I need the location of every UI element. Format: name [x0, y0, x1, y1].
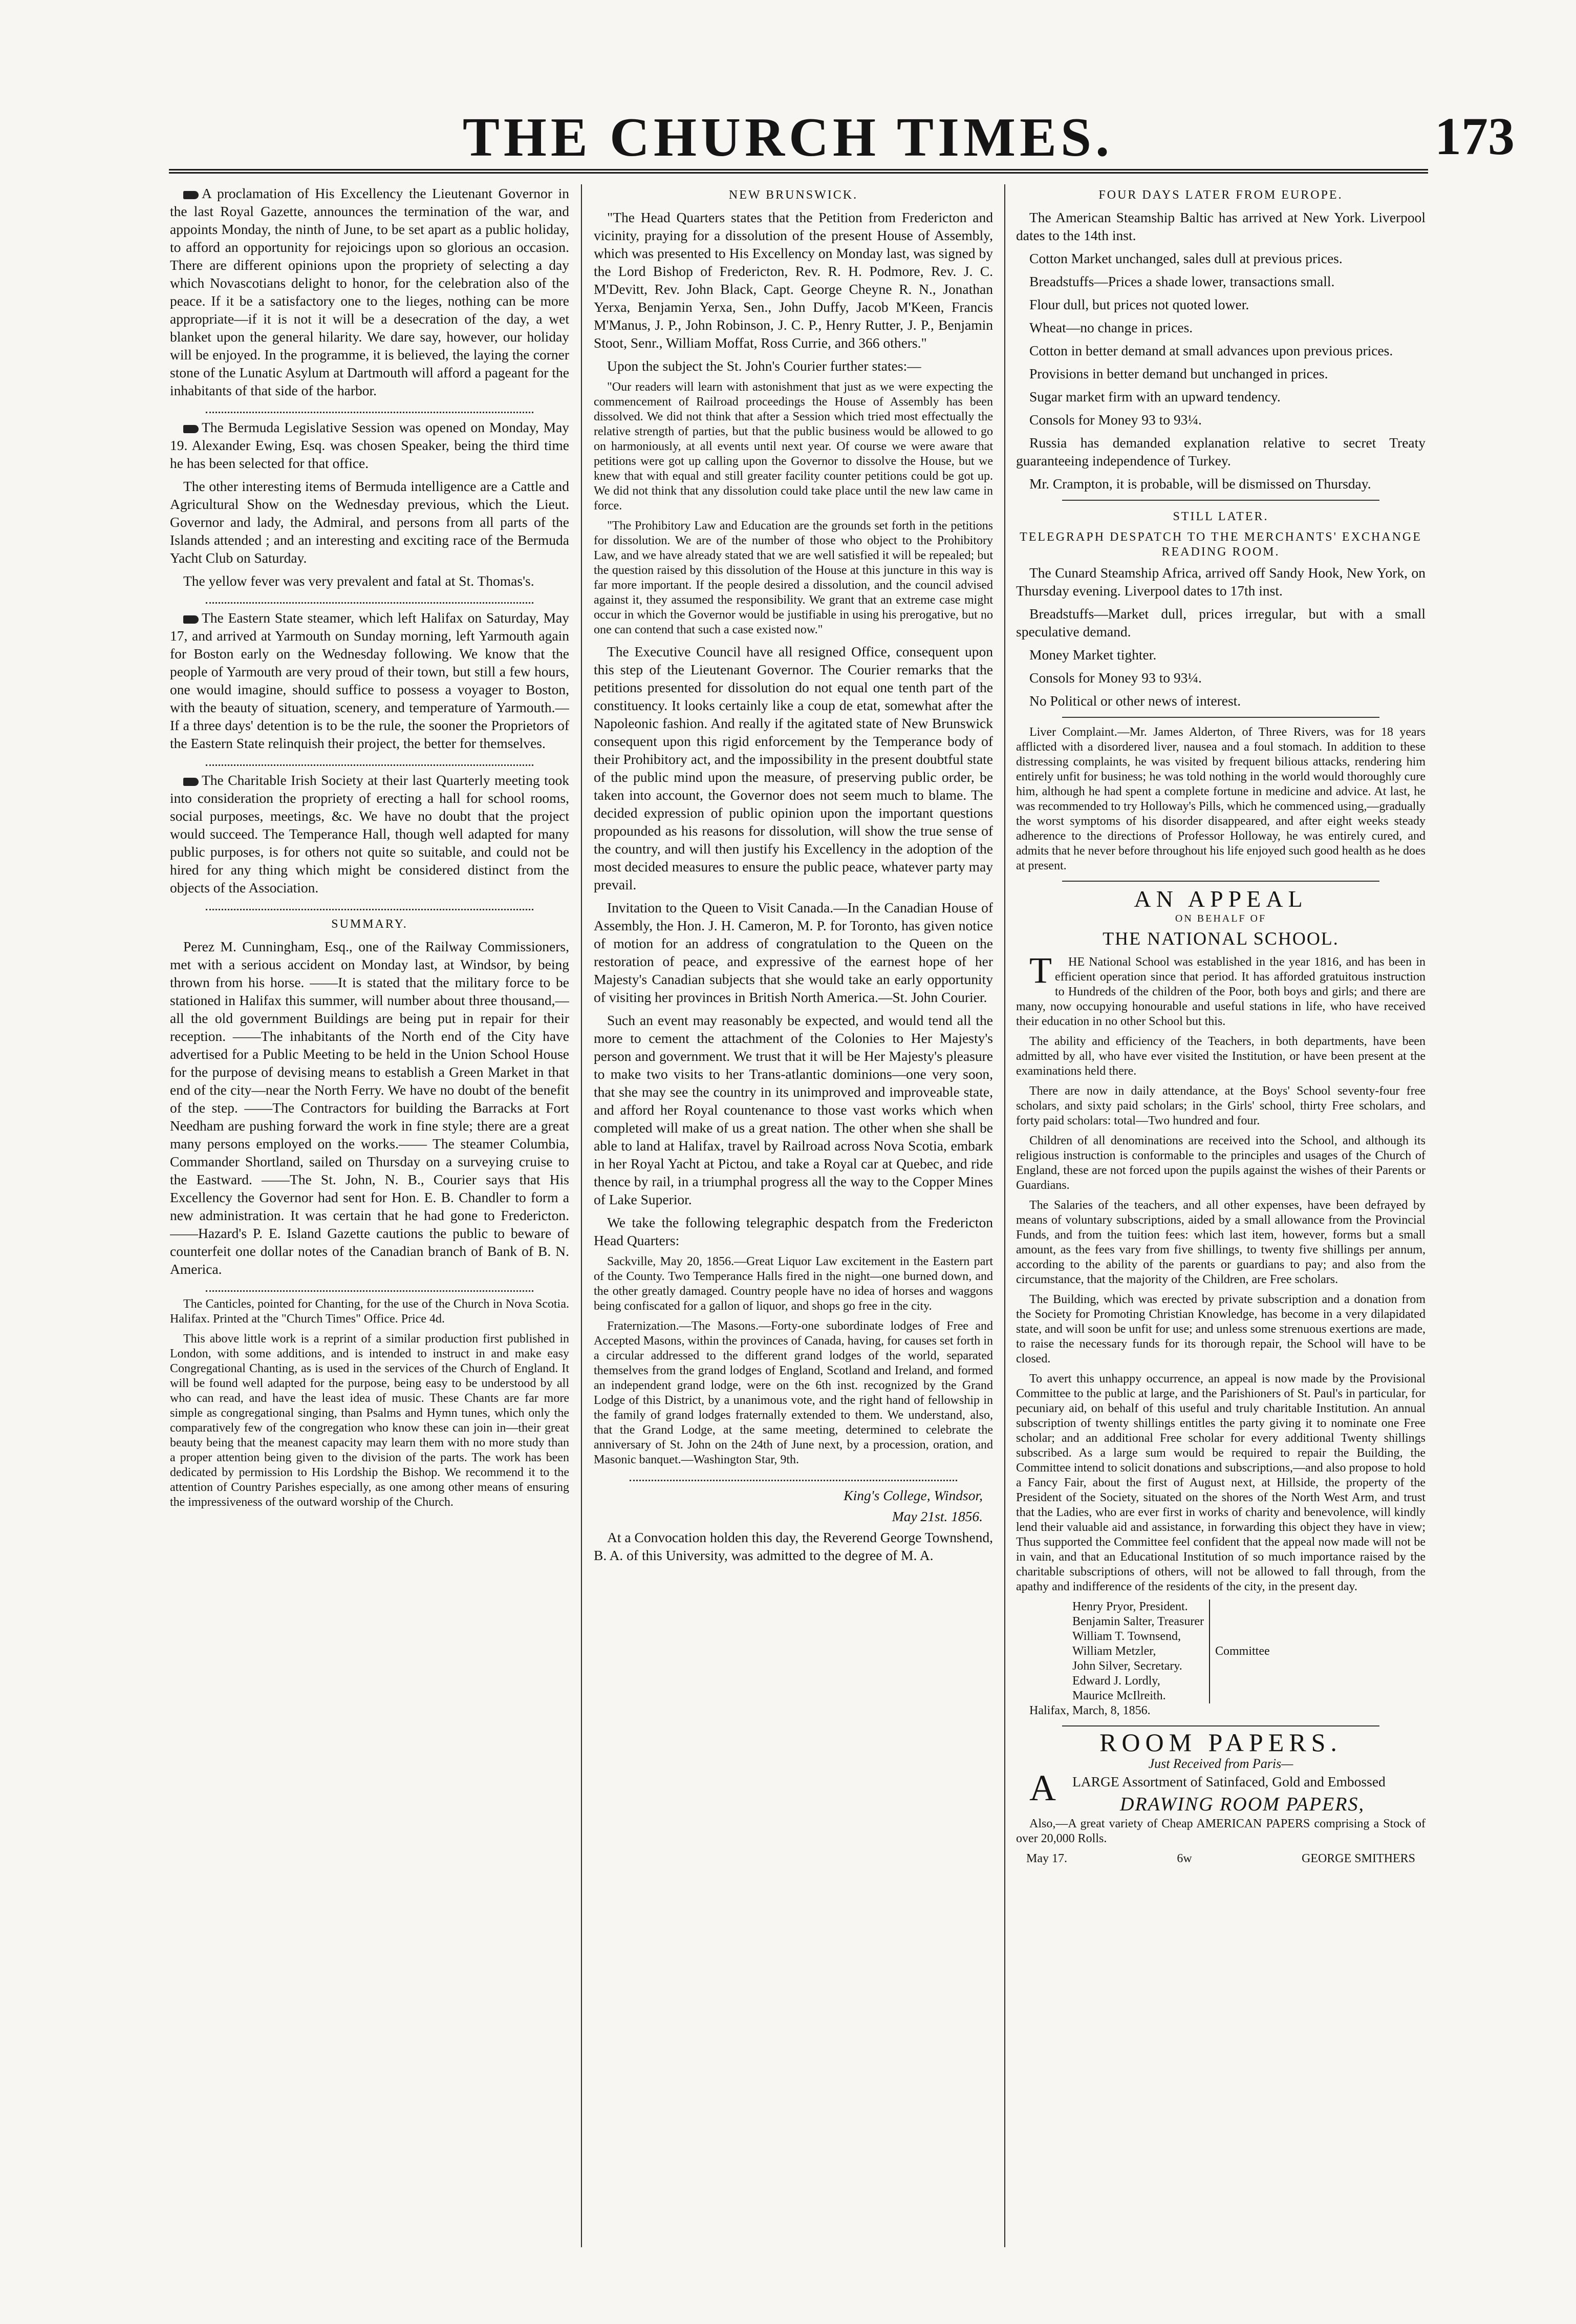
signature: William Metzler,: [1072, 1645, 1156, 1658]
news-item: Mr. Crampton, it is probable, will be dismissed on Thursday.: [1029, 476, 1371, 492]
still-later-heading: STILL LATER.: [1173, 510, 1269, 523]
divider: [1062, 500, 1379, 501]
new-brunswick-heading: NEW BRUNSWICK.: [728, 188, 858, 202]
ad-seller: GEORGE SMITHERS: [1301, 1852, 1415, 1865]
news-item: Wheat—no change in prices.: [1029, 319, 1193, 335]
appeal-paragraph: Children of all denominations are received into the School, and although its religious instruction is conformable to the principles and usages of the Church of England, these are not forced upon the pupils against the wishes of their Parents or Guardians.: [1016, 1134, 1426, 1192]
appeal-behalf: ON BEHALF OF: [1175, 913, 1267, 924]
article-telegraphic-intro: We take the following telegraphic despatch from the Fredericton Head Quarters:: [594, 1214, 993, 1248]
drop-cap: T: [1029, 950, 1052, 991]
signature: Benjamin Salter, Treasurer: [1072, 1615, 1204, 1628]
appeal-paragraph: To avert this unhappy occurrence, an appeal is now made by the Provisional Committee to the public at large, and the Parishioners of St. Paul's in particular, for pecuniary aid, on behalf of this useful and truly charitable Institution. An annual subscription of twenty shillings entitles the party giving it to nominate one Free scholar; and an additional Free scholar for every additional Twenty shillings subscribed. As a large sum would be required to repair the Building, the Committee intend to solicit donations and subscriptions,—and also propose to hold a Fancy Fair, about the first of August next, at Hillside, the property of the President of the Society, situated on the shores of the North West Arm, and trust that the Ladies, who are ever first in works of charity and benevolence, will kindly lend their valuable aid and assistance, in forwarding this object they have in view; Thus supported the Committee feel confident that the appeal now made will not be in vain, and that an Educational Institution of so much importance raised by the charitable subscriptions of others, will not be allowed to fall through, from the apathy and indifference of the residents of the city, in the present day.: [1016, 1372, 1426, 1593]
article-courier-intro: Upon the subject the St. John's Courier further states:—: [607, 358, 921, 374]
article-invitation: Invitation to the Queen to Visit Canada.—In the Canadian House of Assembly, the Hon. J. H. Cameron, M. P. for Toronto, has given notice of motion for an address of congratulation to the Queen on the restoration of peace, and expressive of the earnest hope of her Majesty's Canadian subjects that she would take an early opportunity of visiting her provinces in British North America.—St. John Courier.: [594, 900, 993, 1005]
news-item: The American Steamship Baltic has arrived at New York. Liverpool dates to the 14th inst.: [1016, 209, 1426, 243]
drop-cap: A: [1029, 1767, 1056, 1808]
article-fraternization: Fraternization.—The Masons.—Forty-one subordinate lodges of Free and Accepted Masons, within the provinces of Canada, having, for causes set forth in a circular addressed to the different grand lodges of the world, separated themselves from the grand lodges of England, Scotland and Ireland, and formed an independent grand lodge, were on the 6th inst. recognized by the Grand Lodge of this District, by a unanimous vote, and the right hand of fellowship in the family of grand lodges fraternally extended to them. We understand, also, that the Grand Lodge, at the same meeting, determined to celebrate the anniversary of St. John on the 24th of June next, by a procession, oration, and Masonic banquet.—Washington Star, 9th.: [594, 1319, 993, 1466]
telegraph-heading: TELEGRAPH DESPATCH TO THE MERCHANTS' EXCHANGE READING ROOM.: [1020, 530, 1422, 559]
news-item: Consols for Money 93 to 93¼.: [1029, 412, 1202, 428]
news-item: Breadstuffs—Prices a shade lower, transactions small.: [1029, 273, 1335, 289]
committee-label: Committee: [1215, 1645, 1270, 1658]
appeal-paragraph: The ability and efficiency of the Teachers, in both departments, have been admitted by all, who have ever visited the Institution, or have been present at the examinations held there.: [1016, 1035, 1426, 1078]
masthead: [0, 0, 1576, 168]
divider: [1062, 717, 1379, 718]
europe-heading: FOUR DAYS LATER FROM EUROPE.: [1098, 188, 1343, 202]
appeal-paragraph: The Salaries of the teachers, and all other expenses, have been defrayed by means of voluntary subscriptions, aided by a small allowance from the Provincial Funds, and from the tuition fees: which last item, however, forms but a small amount, as the fees vary from five shillings, to twenty five shillings per annum, according to the ability of the parents or guardians to pay; and also from the circumstance, that the majority of the Children, are Free scholars.: [1016, 1199, 1426, 1286]
dateline-place: King's College, Windsor,: [844, 1487, 983, 1503]
news-item: Consols for Money 93 to 93¼.: [1029, 670, 1202, 686]
signature: Edward J. Lordly,: [1072, 1674, 1160, 1688]
divider: [206, 902, 533, 910]
divider: [1062, 1725, 1379, 1726]
article-convocation: At a Convocation holden this day, the Reverend George Townshend, B. A. of this University, was admitted to the degree of M. A.: [594, 1529, 993, 1563]
masthead-rule: [169, 169, 1428, 174]
news-item: Breadstuffs—Market dull, prices irregular, but with a small speculative demand.: [1016, 606, 1426, 639]
liver-complaint-ad: Liver Complaint.—Mr. James Alderton, of Three Rivers, was for 18 years afflicted with a disordered liver, nausea and a foul stomach. In addition to these distressing complaints, he was visited by frequent bilious attacks, rendering him entirely unfit for business; he was told nothing in the world would thoroughly cure him, although he had spent a complete fortune in medicine and advice. At last, he was recommended to try Holloway's Pills, which he commenced using,—gradually the worst symptoms of his disorder disappeared, and after eight weeks steady adherence to the directions of Professor Holloway, he was entirely cured, and admits that he never before throughout his life enjoyed such good health as he does at present.: [1016, 726, 1426, 872]
article-summary: Perez M. Cunningham, Esq., one of the Railway Commissioners, met with a serious accident on Monday last, at Windsor, by being thrown from his horse. ——It is stated that the military force to be stationed in Halifax this summer, will number about three thousand,—all the old government Buildings are being put in repair for their reception. ——The inhabitants of the North end of the City have advertised for a Public Meeting to be held in the Union School House for the purpose of devising means to establish a Green Market in that end of the city—near the North Ferry. We have no doubt of the benefit of the step. ——The Contractors for building the Barracks at Fort Needham are pushing forward the work in fine style; there are a great many persons employed on the works.—— The steamer Columbia, Commander Shortland, sailed on Thursday on a surveying cruise to the Eastward. ——The St. John, N. B., Courier says that His Excellency the Governor had sent for Hon. E. B. Chandler to form a new administration. It was certain that he had gone to Fredericton. ——Hazard's P. E. Island Gazette cautions the public to beware of counterfeit one dollar notes of the Canadian branch of Bank of B. N. America.: [170, 939, 569, 1277]
article-royal-visit: Such an event may reasonably be expected, and would tend all the more to cement the attachment of the Colonies to Her Majesty's person and government. We trust that it will be Her Majesty's pleasure to make two visits to her Trans-atlantic dominions—one very soon, that she may see the country in its unimproved and improveable state, and afford her Royal countenance to those vast works which when completed will make of us a great nation. The other when she shall be able to land at Halifax, travel by Railroad across Nova Scotia, embark in her Royal Yacht at Pictou, and take a Royal car at Quebec, and ride thence by rail, in a triumphal progress all the way to the Copper Mines of Lake Superior.: [594, 1012, 993, 1207]
news-item: No Political or other news of interest.: [1029, 693, 1241, 709]
appeal-title: AN APPEAL: [1134, 886, 1308, 912]
news-item: Sugar market firm with an upward tendency.: [1029, 389, 1281, 404]
signature: William T. Townsend,: [1072, 1630, 1181, 1643]
appeal-school: THE NATIONAL SCHOOL.: [1103, 928, 1339, 949]
room-papers-also: Also,—A great variety of Cheap AMERICAN PAPERS comprising a Stock of over 20,000 Rolls.: [1016, 1817, 1426, 1845]
article-bermuda-items: The other interesting items of Bermuda intelligence are a Cattle and Agricultural Show on the Wednesday previous, which the Lieut. Governor and lady, the Admiral, and persons from all parts of the Islands attended ; and an interesting and exciting race of the Bermuda Yacht Club on Saturday.: [170, 478, 569, 566]
signature: John Silver, Secretary.: [1072, 1659, 1182, 1673]
news-item: Provisions in better demand but unchanged in prices.: [1029, 366, 1328, 381]
divider: [206, 757, 533, 766]
news-item: Money Market tighter.: [1029, 647, 1157, 663]
divider: [206, 404, 533, 413]
room-papers-footer: [1016, 1851, 1426, 1866]
appeal-paragraph: T HE National School was established in the year 1816, and has been in efficient operation since that period. It has afforded gratuitous instruction to Hundreds of the children of the Poor, both boys and girls; and there are many, now occupying honourable and useful stations in life, who have received their education in no other School but this.: [1016, 950, 1426, 1028]
pointing-hand-icon: [183, 425, 199, 433]
summary-heading: SUMMARY.: [331, 918, 408, 931]
news-item: Cotton in better demand at small advances upon previous prices.: [1029, 343, 1393, 358]
column-3: [1016, 184, 1426, 2247]
divider: [206, 595, 533, 604]
pointing-hand-icon: [183, 778, 199, 786]
page-number: 173: [1435, 107, 1515, 166]
news-item: The Cunard Steamship Africa, arrived off Sandy Hook, New York, on Thursday evening. Liverpool dates to 17th inst.: [1016, 565, 1426, 599]
appeal-signatures: [1016, 1600, 1426, 1703]
news-item: Cotton Market unchanged, sales dull at previous prices.: [1029, 250, 1343, 266]
article-courier-quote-1: "Our readers will learn with astonishment that just as we were expecting the commencement of Railroad proceedings the House of Assembly has been dissolved. We did not think that after a Session which tried most effectually the relative strength of parties, but that the public business would be allowed to go on harmoniously, at all events until next year. Of course we were aware that petitions were got up calling upon the Governor to dissolve the House, but we knew that with equal and still greater facility counter petitions could be got up. We did not think that any dissolution could take place until the new law came in force.: [594, 380, 993, 513]
divider: [1062, 881, 1379, 882]
newspaper-title: THE CHURCH TIMES.: [462, 107, 1114, 168]
article-yellow-fever: The yellow fever was very prevalent and fatal at St. Thomas's.: [183, 573, 534, 589]
column-2: [594, 184, 993, 2247]
ad-date: May 17.: [1026, 1852, 1067, 1865]
article-eastern-state: The Eastern State steamer, which left Halifax on Saturday, May 17, and arrived at Yarmouth on Sunday morning, left Yarmouth again for Boston early on the Wednesday following. We know that the people of Yarmouth are very proud of their town, but still a few hours, one would imagine, should suffice to possess a voyager to Boston, with the beauty of situation, scenery, and temperature of Yarmouth.—If a three days' detention is to be the rule, the sooner the Proprietors of the Eastern State relinquish their project, the better for themselves.: [170, 610, 569, 751]
drawing-room-papers: DRAWING ROOM PAPERS,: [1120, 1794, 1365, 1815]
appeal-paragraph: There are now in daily attendance, at the Boys' School seventy-four free scholars, and sixty paid scholars; in the Girls' school, thirty Free scholars, and forty paid scholars: total—Two hundred and four.: [1016, 1084, 1426, 1127]
article-bermuda-session: The Bermuda Legislative Session was opened on Monday, May 19. Alexander Ewing, Esq. was chosen Speaker, being the third time he has been selected for that office.: [170, 419, 569, 471]
article-proclamation: A proclamation of His Excellency the Lieutenant Governor in the last Royal Gazette, announces the termination of the war, and appoints Monday, the ninth of June, to be set apart as a public holiday, to afford an opportunity for rejoicings upon so glorious an occasion. There are different opinions upon the propriety of selecting a day which Novascotians delight to honor, for the celebration also of the peace. If it be a satisfactory one to the lieges, nothing can be more appropriate—if it is not it will be a desecration of the day, a wet blanket upon the general hilarity. We dare say, however, our holiday will be enjoyed. In the programme, it is believed, the laying the corner stone of the Lunatic Asylum at Dartmouth will afford a pageant for the inhabitants of that side of the harbor.: [170, 185, 569, 398]
article-courier-quote-2: "The Prohibitory Law and Education are the grounds set forth in the petitions for dissolution. We are of the number of those who object to the Prohibitory Law, and we have already stated that we are well satisfied it will be repealed; but the question raised by this dissolution of the House at this juncture in this way is far more important. If the people desired a dissolution, and the council advised against it, they assumed the responsibility. We grant that an extreme case might occur in which the Governor would be justifiable in using his prerogative, but no one can contend that such a case existed now.": [594, 519, 993, 636]
news-item: Flour dull, but prices not quoted lower.: [1029, 296, 1249, 312]
column-divider: [581, 184, 582, 2247]
room-papers-sub: Just Received from Paris—: [1148, 1756, 1293, 1771]
divider: [206, 1283, 533, 1292]
article-petition: "The Head Quarters states that the Petition from Fredericton and vicinity, praying for a dissolution of the present House of Assembly, which was presented to His Excellency on Monday last, was signed by the Lord Bishop of Fredericton, Rev. R. H. Podmore, Rev. J. C. M'Devitt, Rev. John Black, Capt. George Cheyne R. N., Jonathan Yerxa, Benjamin Yerxa, Sen., John Duffy, Jacob M'Keen, Francis M'Manus, J. P., John Robinson, J. C. P., Henry Rutter, J. P., Benjamin Stoot, Senr., William Moffat, Ross Currie, and 366 others.": [594, 209, 993, 351]
article-executive-council: The Executive Council have all resigned Office, consequent upon this step of the Lieutenant Governor. The Courier remarks that the petitions presented for dissolution do not equal one tenth part of the constituency. It looks certainly like a coup de etat, somewhat after the Napoleonic fashion. And really if the agitated state of New Brunswick consequent upon this rigid enforcement by the Temperance body of their Prohibitory act, and the impossibility in the present doubtful state of the public mind upon the measure, of preserving public order, be taken into account, the Governor does not seem much to blame. The decided expression of public opinion upon the important questions propounded as his reasons for dissolution, will show the true sense of the country, and will then justify his Excellency in the adoption of the most decided measures to ensure the public peace, whatever party may prevail.: [594, 644, 993, 892]
room-papers-body: A LARGE Assortment of Satinfaced, Gold and Embossed: [1016, 1773, 1426, 1790]
article-sackville: Sackville, May 20, 1856.—Great Liquor Law excitement in the Eastern part of the County. Two Temperance Halls fired in the night—one burned down, and the other greatly damaged. Country people have no idea of horses and waggons being confiscated for a gallon of liquor, and shops go free in the city.: [594, 1255, 993, 1313]
signature: Henry Pryor, President.: [1072, 1600, 1188, 1613]
news-item: Russia has demanded explanation relative to secret Treaty guaranteeing independence of Turkey.: [1016, 435, 1426, 468]
divider: [630, 1473, 957, 1481]
pointing-hand-icon: [183, 615, 199, 624]
column-divider: [1004, 184, 1005, 2247]
signature: Maurice McIlreith.: [1072, 1689, 1166, 1702]
column-1: [170, 184, 569, 2247]
ad-run: 6w: [1177, 1852, 1192, 1865]
appeal-dateline: Halifax, March, 8, 1856.: [1029, 1704, 1151, 1717]
pointing-hand-icon: [183, 191, 199, 199]
appeal-paragraph: The Building, which was erected by private subscription and a donation from the Society for Promoting Christian Knowledge, has become in a very dilapidated state, and will soon be unfit for use; and unless some strenuous exertions are made, to raise the necessary funds for its thorough repair, the School will have to be closed.: [1016, 1293, 1426, 1366]
signature-list: [1016, 1600, 1210, 1703]
article-irish-society: The Charitable Irish Society at their last Quarterly meeting took into consideration the propriety of erecting a hall for school rooms, social purposes, meetings, &c. We have no doubt that the project would succeed. The Temperance Hall, though well adapted for many public purposes, is for others not quite so suitable, and could not be hired for any thing which might be considered distinct from the objects of the Association.: [170, 772, 569, 896]
article-canticles: This above little work is a reprint of a similar production first published in London, with some additions, and is intended to instruct in and make easy Congregational Chanting, as is used in the services of the Church of England. It will be found well adapted for the purpose, being easy to be understood by all who can read, and have the least idea of music. These Chants are far more simple as congregational singing, than Psalms and Hymn tunes, which only the comparatively few of the congregation who know these can join in—their great beauty being that the meanest capacity may learn them with no more study than a proper attention being given to the division of the parts. The work has been dedicated by permission to His Lordship the Bishop. We recommend it to the attention of Country Parishes especially, as one among other means of ensuring the impressiveness of the outward worship of the Church.: [170, 1332, 569, 1509]
room-papers-title: ROOM PAPERS.: [1099, 1728, 1342, 1757]
article-canticles-title: The Canticles, pointed for Chanting, for the use of the Church in Nova Scotia. Halifax. Printed at the "Church Times" Office. Price 4d.: [170, 1297, 569, 1326]
dateline-date: May 21st. 1856.: [892, 1508, 983, 1524]
